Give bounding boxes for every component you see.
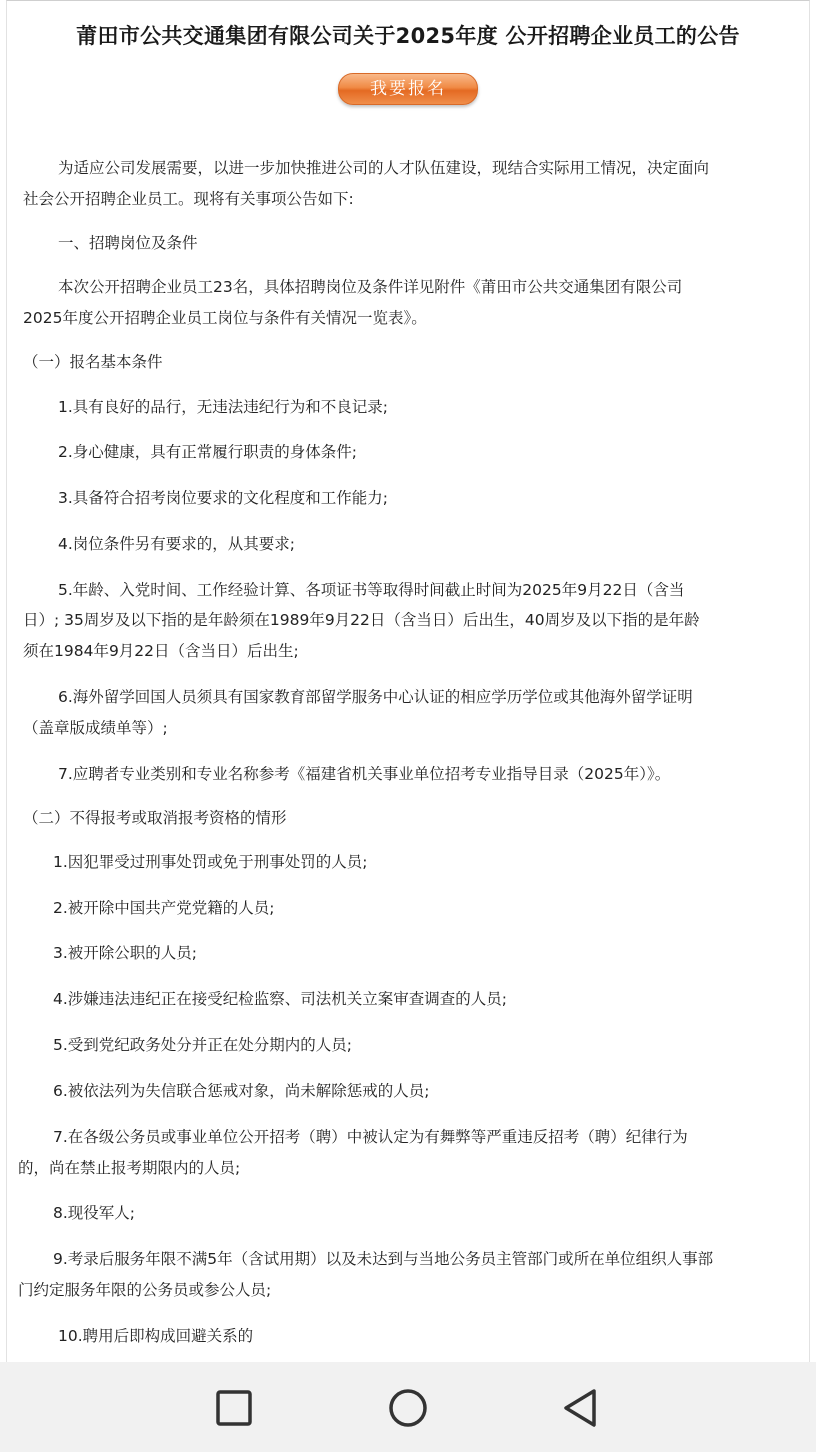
home-button[interactable]	[380, 1380, 436, 1436]
intro-line: 为适应公司发展需要，以进一步加快推进公司的人才队伍建设，现结合实际用工情况，决定面向	[58, 159, 710, 177]
list-item: 8.现役军人;	[53, 1204, 136, 1222]
list-item: 10.聘用后即构成回避关系的	[58, 1327, 254, 1345]
list-item-cont: 门约定服务年限的公务员或参公人员;	[18, 1281, 272, 1299]
triangle-back-icon	[553, 1380, 609, 1436]
apply-button[interactable]: 我要报名	[338, 73, 478, 105]
paragraph-line: 本次公开招聘企业员工23名，具体招聘岗位及条件详见附件《莆田市公共交通集团有限公司	[58, 278, 683, 296]
list-item: 5.受到党纪政务处分并正在处分期内的人员;	[53, 1036, 353, 1054]
list-item: 6.海外留学回国人员须具有国家教育部留学服务中心认证的相应学历学位或其他海外留学证明	[58, 688, 693, 706]
list-item: 5.年龄、入党时间、工作经验计算、各项证书等取得时间截止时间为2025年9月22日（含当	[58, 581, 685, 599]
list-item: 2.被开除中国共产党党籍的人员;	[53, 899, 275, 917]
list-item: 3.具备符合招考岗位要求的文化程度和工作能力;	[58, 489, 389, 507]
list-item-cont: 日）; 35周岁及以下指的是年龄须在1989年9月22日（含当日）后出生，40周岁及以下指的是年龄	[23, 611, 700, 629]
list-item: 9.考录后服务年限不满5年（含试用期）以及未达到与当地公务员主管部门或所在单位组织人事部	[53, 1250, 714, 1268]
list-item: 6.被依法列为失信联合惩戒对象，尚未解除惩戒的人员;	[53, 1082, 430, 1100]
list-item: 1.具有良好的品行，无违法违纪行为和不良记录;	[58, 398, 389, 416]
subsection-heading: （二）不得报考或取消报考资格的情形	[23, 809, 287, 827]
list-item: 2.身心健康，具有正常履行职责的身体条件;	[58, 443, 358, 461]
list-item: 7.在各级公务员或事业单位公开招考（聘）中被认定为有舞弊等严重违反招考（聘）纪律行为	[53, 1128, 688, 1146]
list-item-cont: （盖章版成绩单等）;	[23, 719, 168, 737]
list-item: 4.岗位条件另有要求的，从其要求;	[58, 535, 296, 553]
square-icon	[206, 1380, 262, 1436]
subsection-heading: （一）报名基本条件	[23, 353, 163, 371]
circle-icon	[380, 1380, 436, 1436]
list-item: 4.涉嫌违法违纪正在接受纪检监察、司法机关立案审查调查的人员;	[53, 990, 508, 1008]
paragraph-line: 2025年度公开招聘企业员工岗位与条件有关情况一览表》。	[23, 309, 427, 327]
list-item: 1.因犯罪受过刑事处罚或免于刑事处罚的人员;	[53, 853, 368, 871]
back-button[interactable]	[553, 1380, 609, 1436]
page-title: 莆田市公共交通集团有限公司关于2025年度 公开招聘企业员工的公告	[76, 24, 740, 48]
recents-button[interactable]	[206, 1380, 262, 1436]
system-nav-bar	[0, 1362, 816, 1452]
list-item: 3.被开除公职的人员;	[53, 944, 198, 962]
section-heading: 一、招聘岗位及条件	[58, 234, 198, 252]
list-item-cont: 的，尚在禁止报考期限内的人员;	[18, 1159, 241, 1177]
list-item: 7.应聘者专业类别和专业名称参考《福建省机关事业单位招考专业指导目录（2025年）》。	[58, 765, 671, 783]
intro-line: 社会公开招聘企业员工。现将有关事项公告如下:	[23, 190, 354, 208]
list-item-cont: 须在1984年9月22日（含当日）后出生;	[23, 642, 299, 660]
